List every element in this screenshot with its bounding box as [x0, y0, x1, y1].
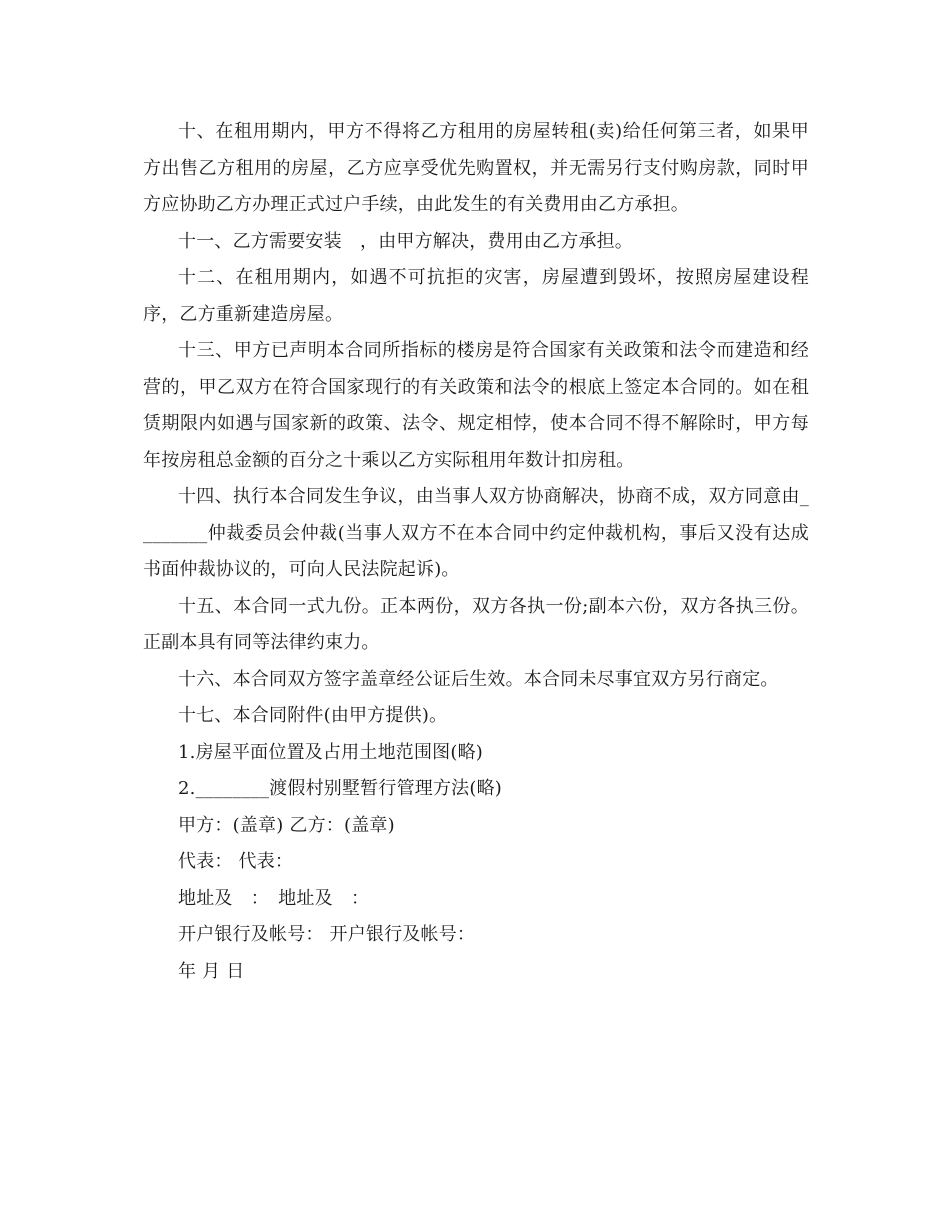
- clause-10: 十、在租用期内，甲方不得将乙方租用的房屋转租(卖)给任何第三者，如果甲方出售乙方租用的房屋，乙方应享受优先购置权，并无需另行支付购房款，同时甲方应协助乙方办理正式过户手续，由此发生的有关费用由乙方承担。: [143, 121, 809, 215]
- clause-11: 十一、乙方需要安装 ，由甲方解决，费用由乙方承担。: [178, 230, 633, 252]
- clause-17: 十七、本合同附件(由甲方提供)。: [178, 705, 448, 726]
- signature-parties: 甲方：(盖章) 乙方：(盖章): [178, 814, 395, 836]
- signature-addresses: 地址及 ： 地址及 ：: [178, 887, 370, 909]
- clause-15: 十五、本合同一式九份。正本两份，双方各执一份;副本六份，双方各执三份。正副本具有同等法律约束力。: [143, 595, 809, 653]
- clause-16: 十六、本合同双方签字盖章经公证后生效。本合同未尽事宜双方另行商定。: [178, 668, 779, 690]
- attachment-1: 1.房屋平面位置及占用土地范围图(略): [178, 741, 484, 763]
- document-body: [143, 114, 809, 990]
- clause-13: 十三、甲方已声明本合同所指标的楼房是符合国家有关政策和法令而建造和经营的，甲乙双方在符合国家现行的有关政策和法令的根底上签定本合同的。如在租赁期限内如遇与国家新的政策、法令、规定相悖，使本合同不得不解除时，甲方每年按房租总金额的百分之十乘以乙方实际租用年数计扣房租。: [143, 340, 809, 471]
- signature-bank-accounts: 开户银行及帐号： 开户银行及帐号：: [178, 924, 476, 945]
- signature-representatives: 代表： 代表：: [178, 851, 294, 872]
- attachment-2: 2.________渡假村别墅暂行管理方法(略): [178, 778, 503, 799]
- signature-date: 年 月 日: [178, 960, 245, 982]
- clause-14: 十四、执行本合同发生争议，由当事人双方协商解决，协商不成，双方同意由________仲裁委员会仲裁(当事人双方不在本合同中约定仲裁机构，事后又没有达成书面仲裁协议的，可向人民法院起诉)。: [143, 486, 809, 580]
- clause-12: 十二、在租用期内，如遇不可抗拒的灾害，房屋遭到毁坏，按照房屋建设程序，乙方重新建造房屋。: [143, 267, 809, 325]
